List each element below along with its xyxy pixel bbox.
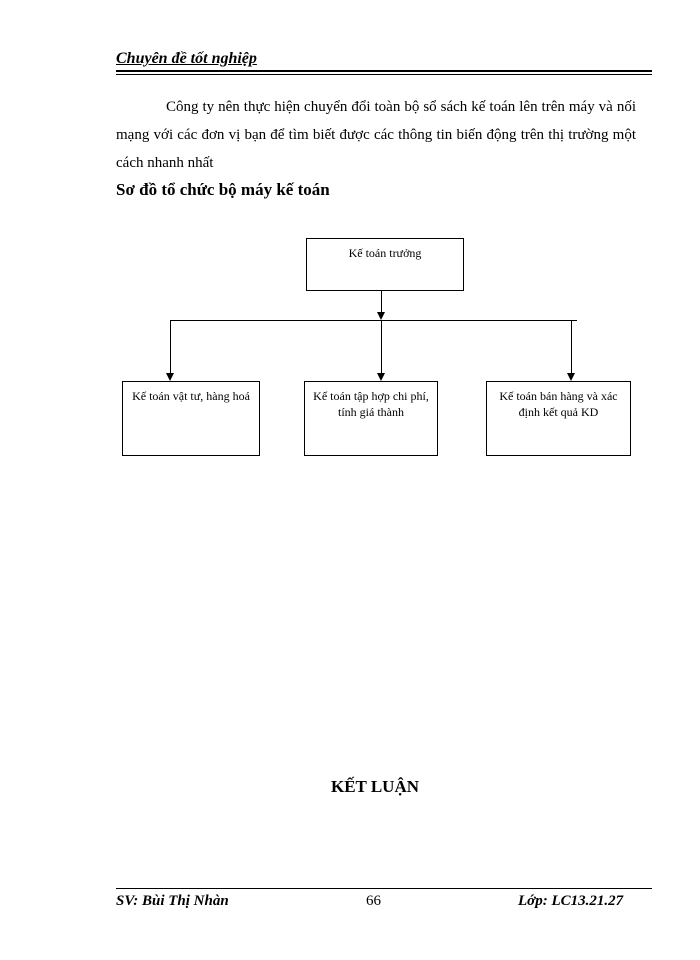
document-header-title: Chuyên đề tốt nghiệp xyxy=(116,50,257,67)
diagram-heading: Sơ đồ tổ chức bộ máy kế toán xyxy=(116,180,330,199)
arrow-right xyxy=(567,373,575,381)
connector-root-vertical xyxy=(381,291,382,313)
connector-left xyxy=(170,320,171,374)
footer-student: SV: Bùi Thị Nhàn xyxy=(116,893,229,909)
header-rule-thin xyxy=(116,74,652,75)
footer-rule xyxy=(116,888,652,889)
connector-horizontal-bar xyxy=(170,320,577,321)
page-number: 66 xyxy=(366,893,381,909)
org-node-root: Kế toán trưởng xyxy=(306,238,464,291)
footer-class: Lớp: LC13.21.27 xyxy=(518,893,624,909)
connector-right xyxy=(571,320,572,374)
org-node-sales: Kế toán bán hàng và xác định kết quả KD xyxy=(486,381,631,456)
conclusion-title: KẾT LUẬN xyxy=(330,777,419,796)
org-node-costing: Kế toán tập hợp chi phí, tính giá thành xyxy=(304,381,438,456)
arrow-middle xyxy=(377,373,385,381)
org-node-materials: Kế toán vật tư, hàng hoá xyxy=(122,381,260,456)
header-rule xyxy=(116,70,652,72)
connector-middle xyxy=(381,320,382,374)
body-paragraph: Công ty nên thực hiện chuyển đổi toàn bộ sổ sách kế toán lên trên máy và nối mạng với các đơn vị bạn để tìm biết được các thông tin biến động trên thị trường một cách nhanh nhất xyxy=(116,99,636,171)
arrow-root xyxy=(377,312,385,320)
arrow-left xyxy=(166,373,174,381)
